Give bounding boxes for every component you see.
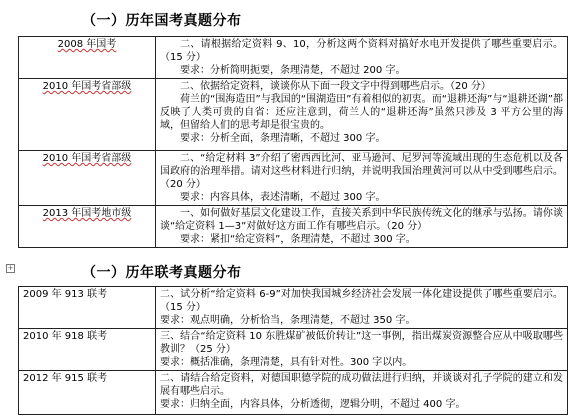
year-cell: 2013 年国考地市级	[19, 206, 156, 248]
table-row	[19, 151, 568, 206]
table-row	[19, 79, 568, 151]
year-cell: 2010 年 918 联考	[19, 329, 156, 371]
year-cell: 2010 年国考省部级	[19, 151, 156, 206]
question-cell: 二、“给定材料 3”介绍了密西西比河、亚马逊河、尼罗河等流域出现的生态危机以及各国政府的治理举措。请对这些材料进行归纳，并说明我国治理黄河可以从中受到哪些启示。（20 分） 要求：内容具体，表述清晰，不超过 300 字。	[156, 151, 568, 206]
joint-exam-table	[18, 286, 568, 415]
table-row	[19, 329, 568, 371]
question-cell: 一、如何做好基层文化建设工作，直接关系到中华民族传统文化的继承与弘扬。请你谈谈“给定资料 1—3”对做好这方面工作有哪些启示。（20 分） 要求：紧扣“给定资料”，条理清楚，不超过 300 字。	[156, 206, 568, 248]
section-title-joint-exam: （一）历年联考真题分布	[82, 265, 242, 281]
national-exam-table	[18, 36, 568, 248]
year-cell: 2008 年国考	[19, 37, 156, 79]
table-move-handle-icon[interactable]: +	[7, 264, 14, 272]
section-title-national-exam: （一）历年国考真题分布	[82, 13, 242, 29]
table-row	[19, 206, 568, 248]
table-row	[19, 287, 568, 329]
table-row	[19, 371, 568, 415]
question-cell: 二、请根据给定资料 9、10，分析这两个资料对搞好水电开发提供了哪些重要启示。（15 分） 要求：分析简明扼要，条理清楚，不超过 200 字。	[156, 37, 568, 79]
year-cell: 2012 年 915 联考	[19, 371, 156, 415]
question-cell: 二、试分析“给定资料 6-9”对加快我国城乡经济社会发展一体化建设提供了哪些重要启示。（15 分） 要求：观点明确，分析恰当，条理清楚，不超过 350 字。	[156, 287, 568, 329]
question-cell: 二、请结合给定资料，对德国职德学院的成功做法进行归纳，并谈谈对孔子学院的建立和发展有哪些启示。 要求：归纳全面，内容具体，分析透彻，逻辑分明，不超过 400 字。	[156, 371, 568, 415]
question-cell: 三、结合“给定资料 10 东胜煤矿被低价转让”这一事例，指出煤炭资源整合应从中吸取哪些教训？（25 分） 要求：概括准确，条理清楚，具有针对性。300 字以内。	[156, 329, 568, 371]
table-row	[19, 37, 568, 79]
year-cell: 2009 年 913 联考	[19, 287, 156, 329]
year-cell: 2010 年国考省部级	[19, 79, 156, 151]
question-cell: 二、依据给定资料，谈谈你从下面一段文字中得到哪些启示。（20 分） 荷兰的“围海造田”与我国的“围湖造田”有着相似的初衷。而“退耕还海”与“退耕还湖”都反映了人类可贵的自省：还应注意到，荷兰人的“退耕还海”虽然只涉及 3 平方公里的海域，但留给人们的思考却是很宝贵的。 要求：分析全面，条理清晰，不超过 300 字。	[156, 79, 568, 151]
